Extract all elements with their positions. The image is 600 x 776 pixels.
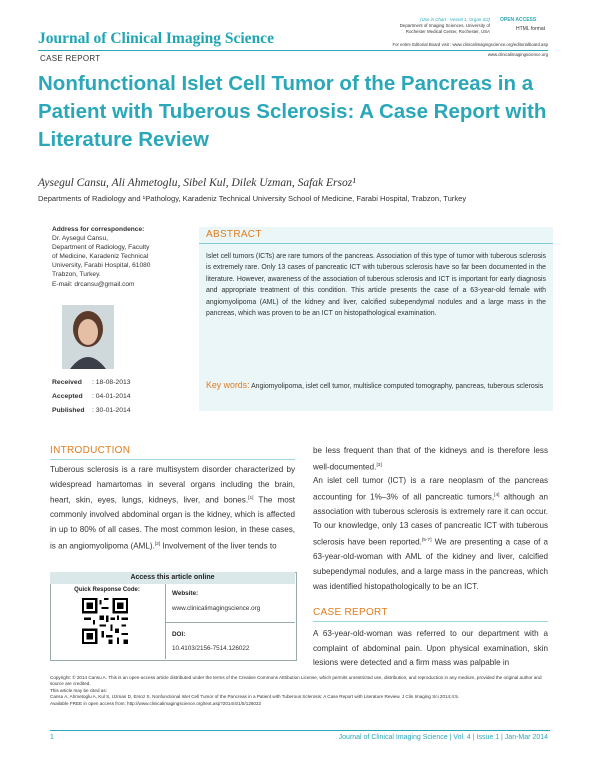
- introduction-paragraph: Tuberous sclerosis is a rare multisystem disorder characterized by widespread hamartomas in several organs including the brain, heart, skin, eyes, lungs, kidneys, liver, and bones.[1] The most commonly involved abdominal organ is the kidney, which is affected in up to 80% of all cases. The most common lesion, in these cases, is an angiomyolipoma (AML).[2] Involvement of the liver tends to: [50, 465, 295, 551]
- header-divider: [38, 50, 548, 51]
- page-number: 1: [50, 734, 54, 741]
- access-online-title: Access this article online: [50, 572, 295, 584]
- abstract-text: Islet cell tumors (ICTs) are rare tumors of the pancreas. Association of this type of tumor with tuberous sclerosis is extremely rare. Only 13 cases of pancreatic ICT with tuberous sclerosis have so far been documented in the literature. However, awareness of the association of tuberous sclerosis and ICT is important for early diagnosis and appropriate treatment of this condition. This article presents the case of a 63-year-old female with angiomyolipoma (AML) of the kidney and liver, calcified subependymal nodules and a large mass in the pancreas, which was proven to be an ICT on histopathological examination.: [206, 253, 546, 318]
- correspondence-line: Department of Radiology, Faculty: [52, 244, 150, 252]
- received-date: Received : 18-08-2013: [52, 379, 131, 386]
- article-dates: [52, 376, 192, 419]
- html-format-label: HTML format: [516, 26, 545, 32]
- journal-name: Journal of Clinical Imaging Science: [38, 30, 274, 47]
- site-url-link[interactable]: www.clinicalimagingscience.org: [487, 52, 548, 57]
- copyright-text: Copyright: © 2014 Cansu A. This is an open-access article distributed under the terms of the Creative Commons Attribution License, which permits unrestricted use, distribution, and reproduction in any medium, provided the original author and source are credited.: [50, 675, 542, 687]
- header-editor-info: [330, 17, 490, 36]
- citation-text: Cansu A, Ahmetoglu A, Kul S, Uzman D, Ersoz S. Nonfunctional Islet Cell Tumor of the Pancreas in a Patient with Tuberous Sclerosis: A Case Report with Literature Review. J Clin Imaging Sci 2014;4:5.: [50, 694, 460, 700]
- doi-link[interactable]: 10.4103/2156-7514.126022: [172, 645, 250, 652]
- correspondence-line: of Medicine, Karadeniz Technical: [52, 253, 149, 261]
- access-box-rule: [166, 622, 295, 623]
- open-access-badge: OPEN ACCESS: [500, 17, 537, 23]
- case-report-heading: CASE REPORT: [313, 607, 388, 618]
- qr-code-icon[interactable]: [82, 598, 128, 644]
- keywords: [206, 380, 546, 392]
- website-label: Website:: [172, 590, 199, 597]
- accepted-date: Accepted : 04-01-2014: [52, 393, 131, 401]
- published-date: Published : 30-01-2014: [52, 407, 131, 415]
- reference-5-7[interactable]: [5-7]: [421, 538, 432, 544]
- footer-journal-info: Journal of Clinical Imaging Science | Vol. 4 | Issue 1 | Jan-Mar 2014: [338, 734, 548, 741]
- editorial-board-link[interactable]: For entire Editorial Board visit : www.clinicalimagingscience.org/editorialboard.asp: [392, 42, 548, 47]
- section-label: CASE REPORT: [40, 54, 101, 63]
- abstract-divider: [199, 243, 553, 244]
- author-photo: [62, 305, 114, 369]
- introduction-paragraph-2: An islet cell tumor (ICT) is a rare neoplasm of the pancreas accounting for 1%–3% of all pancreatic tumors,[4] although an association with tuberous sclerosis is extremely rare it can occur. To our knowledge, only 13 cases of pancreatic ICT with tuberous sclerosis have been reported.[5-7] We are presenting a case of a 63-year-old-woman with AML of the kidney and liver, calcified subependymal nodules, and a large mass in the pancreas, which was identified histopathologically to be an ICT.: [313, 476, 548, 591]
- case-report-paragraph: A 63-year-old-woman was referred to our department with a complaint of abdominal pain. Upon physical examination, skin lesions were detected and a firm mass was palpable in: [313, 629, 548, 668]
- article-title: Nonfunctional Islet Cell Tumor of the Pancreas in a Patient with Tuberous Sclerosis: A Case Report with Literature Review: [38, 72, 547, 151]
- reference-1[interactable]: [1]: [248, 496, 254, 502]
- keywords-label: Key words:: [206, 380, 250, 390]
- reference-2[interactable]: [2]: [154, 541, 161, 547]
- keywords-list: Angiomyolipoma, islet cell tumor, multislice computed tomography, pancreas, tuberous sclerosis: [251, 383, 544, 390]
- correspondence-line: Dr. Aysegul Cansu,: [52, 235, 108, 243]
- abstract-heading: ABSTRACT: [206, 229, 262, 240]
- availability-link[interactable]: Available FREE in open access from: http://www.clinicalimagingscience.org/text.asp?2014/4/1/5/126022: [50, 700, 262, 706]
- correspondence-line: University, Farabi Hospital, 61080: [52, 262, 151, 270]
- correspondence-email[interactable]: E-mail: drcansu@gmail.com: [52, 280, 135, 288]
- copyright-notice: [50, 675, 550, 707]
- header-dept-line-1: Department of Imaging Sciences, University of: [399, 23, 490, 29]
- correspondence-heading: Address for correspondence:: [52, 226, 145, 233]
- introduction-continuation: be less frequent than that of the kidneys and is therefore less well-documented.[3]: [313, 446, 548, 472]
- reference-4[interactable]: [4]: [494, 492, 500, 498]
- qr-code-label: Quick Response Code:: [74, 587, 140, 593]
- case-report-divider: [313, 621, 548, 622]
- correspondence-line: Trabzon, Turkey.: [52, 271, 101, 279]
- footer-divider: [50, 730, 550, 731]
- introduction-heading: INTRODUCTION: [50, 445, 131, 456]
- doi-label: DOI:: [172, 631, 186, 638]
- author-list: Aysegul Cansu, Ali Ahmetoglu, Sibel Kul, Dilek Uzman, Safak Ersoz¹: [38, 177, 356, 189]
- introduction-divider: [50, 459, 295, 460]
- author-affiliation: Departments of Radiology and ¹Pathology, Karadeniz Technical University School of Medicine, Farabi Hospital, Trabzon, Turkey: [38, 194, 467, 203]
- citation-intro: This article may be cited as:: [50, 687, 107, 693]
- correspondence-block: [52, 225, 180, 289]
- header-dept-line-2: Rochester Medical Center, Rochester, USA: [405, 29, 490, 35]
- header-citation: (Use in Chart - Vessel 1; Organ 4/2): [420, 17, 490, 22]
- reference-3[interactable]: [3]: [376, 462, 382, 468]
- website-link[interactable]: www.clinicalimagingscience.org: [172, 605, 261, 612]
